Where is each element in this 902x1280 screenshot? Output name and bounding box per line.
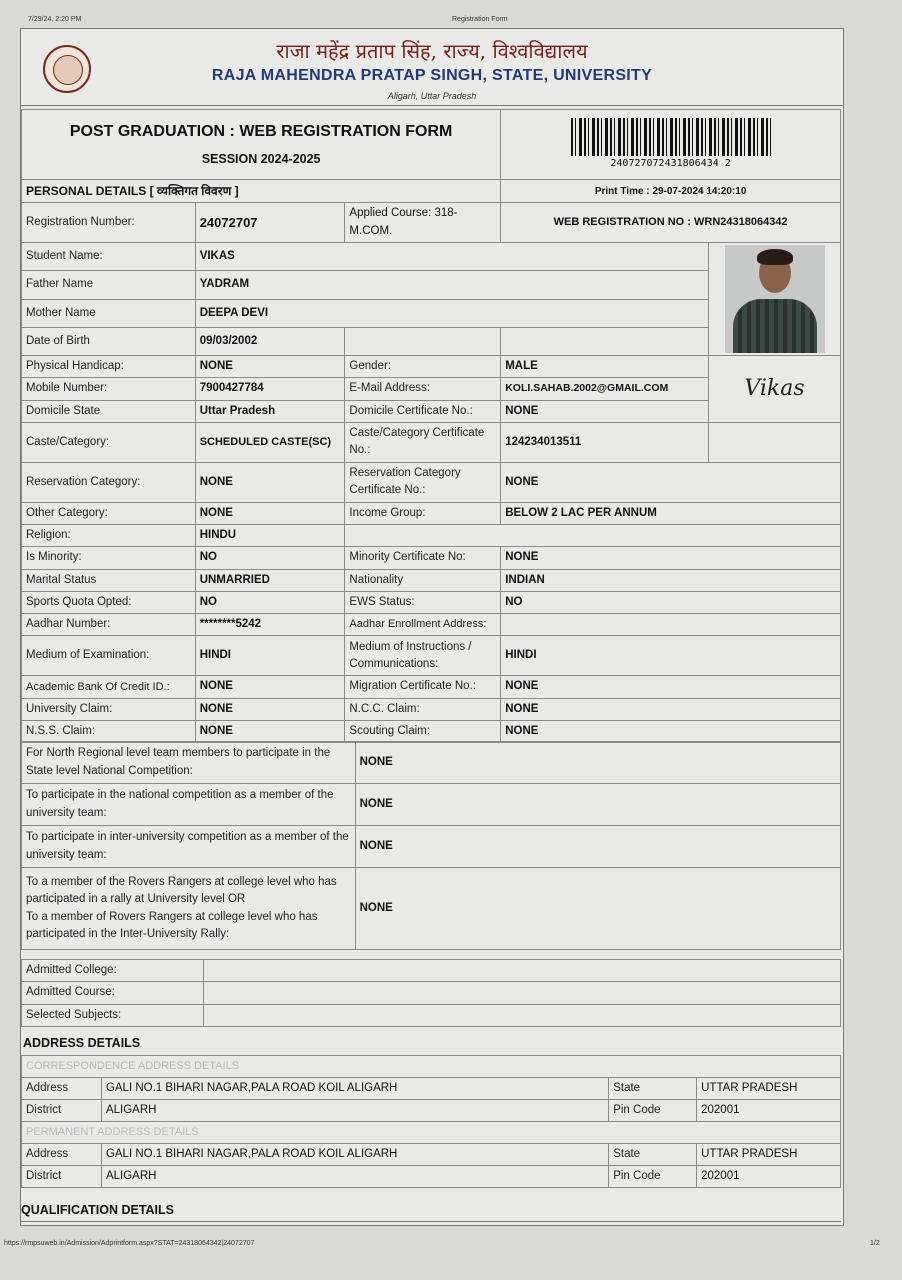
print-page-number: 1/2 [870, 1240, 880, 1247]
father-name-label: Father Name [22, 271, 196, 299]
signature-cell [709, 356, 841, 423]
print-time: Print Time : 29-07-2024 14:20:10 [501, 180, 841, 203]
marital-status-label: Marital Status [22, 569, 196, 591]
physical-handicap-label: Physical Handicap: [22, 356, 196, 378]
caste-label: Caste/Category: [22, 422, 196, 462]
reservation-label: Reservation Category: [22, 462, 196, 502]
medium-instructions-label: Medium of Instructions / Communications: [345, 636, 501, 676]
ews-status-label: EWS Status: [345, 591, 501, 613]
competition-table [21, 741, 841, 950]
nationality-value: INDIAN [501, 569, 841, 591]
photo-cell [709, 243, 841, 356]
corr-pin-value: 202001 [697, 1099, 841, 1121]
corr-state-label: State [609, 1077, 697, 1099]
student-name-value: VIKAS [195, 243, 708, 271]
minority-cert-value: NONE [501, 547, 841, 569]
domicile-cert-label: Domicile Certificate No.: [345, 400, 501, 422]
empty-cell [345, 525, 841, 547]
empty-cell [345, 327, 501, 355]
address-table [21, 1055, 841, 1188]
medium-instructions-value: HINDI [501, 636, 841, 676]
ews-status-value: NO [501, 591, 841, 613]
domicile-state-label: Domicile State [22, 400, 196, 422]
gender-label: Gender: [345, 356, 501, 378]
aadhar-label: Aadhar Number: [22, 614, 196, 636]
perm-state-label: State [609, 1143, 697, 1165]
competition-answer: NONE [355, 784, 840, 826]
competition-question: For North Regional level team members to participate in the State level National Competition: [22, 742, 356, 784]
reservation-cert-label: Reservation Category Certificate No.: [345, 462, 501, 502]
corr-pin-label: Pin Code [609, 1099, 697, 1121]
barcode-icon [571, 118, 771, 156]
ncc-claim-value: NONE [501, 698, 841, 720]
competition-question [22, 868, 356, 950]
aadhar-address-value [501, 614, 841, 636]
perm-state-value: UTTAR PRADESH [697, 1143, 841, 1165]
email-label: E-Mail Address: [345, 378, 501, 400]
competition-answer: NONE [355, 742, 840, 784]
domicile-state-value: Uttar Pradesh [195, 400, 345, 422]
university-header [21, 29, 843, 106]
empty-cell [501, 327, 709, 355]
corr-address-value: GALI NO.1 BIHARI NAGAR,PALA ROAD KOIL ALIGARH [101, 1077, 608, 1099]
correspondence-address-heading: CORRESPONDENCE ADDRESS DETAILS [22, 1056, 841, 1078]
barcode-number: 240727072431806434 2 [610, 158, 731, 169]
university-location: Aligarh, Uttar Pradesh [387, 91, 477, 101]
permanent-address-heading: PERMANENT ADDRESS DETAILS [22, 1122, 841, 1144]
perm-pin-label: Pin Code [609, 1165, 697, 1187]
competition-question: To participate in inter-university competition as a member of the university team: [22, 826, 356, 868]
ncc-claim-label: N.C.C. Claim: [345, 698, 501, 720]
reg-number-value: 24072707 [195, 203, 345, 243]
mobile-value: 7900427784 [195, 378, 345, 400]
caste-cert-label: Caste/Category Certificate No.: [345, 422, 501, 462]
mother-name-label: Mother Name [22, 299, 196, 327]
dob-label: Date of Birth [22, 327, 196, 355]
nss-claim-value: NONE [195, 720, 345, 742]
selected-subjects-label: Selected Subjects: [22, 1004, 204, 1026]
print-page-title: Registration Form [452, 16, 508, 23]
personal-details-table [21, 109, 841, 743]
email-value: KOLI.SAHAB.2002@GMAIL.COM [501, 378, 709, 400]
web-registration-number: WEB REGISTRATION NO : WRN24318064342 [501, 203, 841, 243]
rovers-question-part2: To a member of Rovers Rangers at college level who has participated in the Inter-University Rally: [26, 910, 318, 940]
nationality-label: Nationality [345, 569, 501, 591]
empty-cell [709, 422, 841, 462]
religion-value: HINDU [195, 525, 345, 547]
rovers-question-part1: To a member of the Rovers Rangers at college level who has participated in a rally at University level OR [26, 876, 337, 906]
caste-cert-value: 124234013511 [501, 422, 709, 462]
caste-value: SCHEDULED CASTE(SC) [195, 422, 345, 462]
competition-question: To participate in the national competition as a member of the university team: [22, 784, 356, 826]
abc-id-value: NONE [195, 676, 345, 698]
address-details-heading: ADDRESS DETAILS [23, 1036, 141, 1050]
competition-answer: NONE [355, 868, 840, 950]
scouting-claim-label: Scouting Claim: [345, 720, 501, 742]
personal-details-heading: PERSONAL DETAILS [ व्यक्तिगत विवरण ] [22, 180, 501, 203]
aadhar-address-label: Aadhar Enrollment Address: [345, 614, 501, 636]
university-claim-label: University Claim: [22, 698, 196, 720]
medium-exam-value: HINDI [195, 636, 345, 676]
corr-district-label: District [22, 1099, 102, 1121]
reg-number-label: Registration Number: [22, 203, 196, 243]
perm-address-value: GALI NO.1 BIHARI NAGAR,PALA ROAD KOIL ALIGARH [101, 1143, 608, 1165]
form-title-cell [22, 110, 501, 180]
father-name-value: YADRAM [195, 271, 708, 299]
sports-quota-value: NO [195, 591, 345, 613]
migration-cert-label: Migration Certificate No.: [345, 676, 501, 698]
university-name-hindi: राजा महेंद्र प्रताप सिंह, राज्य, विश्वविद्यालय [276, 39, 588, 63]
domicile-cert-value: NONE [501, 400, 709, 422]
mother-name-value: DEEPA DEVI [195, 299, 708, 327]
student-name-label: Student Name: [22, 243, 196, 271]
other-category-value: NONE [195, 502, 345, 524]
minority-cert-label: Minority Certificate No: [345, 547, 501, 569]
perm-address-label: Address [22, 1143, 102, 1165]
qualification-details-heading: QUALIFICATION DETAILS [21, 1201, 841, 1222]
perm-pin-value: 202001 [697, 1165, 841, 1187]
physical-handicap-value: NONE [195, 356, 345, 378]
admitted-college-label: Admitted College: [22, 960, 204, 982]
applied-course: Applied Course: 318-M.COM. [345, 203, 501, 243]
admission-table [21, 959, 841, 1027]
aadhar-value: ********5242 [195, 614, 345, 636]
barcode-cell [501, 110, 841, 180]
other-category-label: Other Category: [22, 502, 196, 524]
perm-district-value: ALIGARH [101, 1165, 608, 1187]
admitted-course-value [203, 982, 840, 1004]
admitted-college-value [203, 960, 840, 982]
competition-answer: NONE [355, 826, 840, 868]
mobile-label: Mobile Number: [22, 378, 196, 400]
corr-district-value: ALIGARH [101, 1099, 608, 1121]
form-session: SESSION 2024-2025 [201, 152, 321, 167]
income-group-label: Income Group: [345, 502, 501, 524]
corr-address-label: Address [22, 1077, 102, 1099]
signature-text: Vikas [744, 376, 805, 402]
university-name-english: RAJA MAHENDRA PRATAP SINGH, STATE, UNIVERSITY [211, 67, 653, 84]
scouting-claim-value: NONE [501, 720, 841, 742]
minority-value: NO [195, 547, 345, 569]
print-datetime: 7/29/24, 2:20 PM [28, 16, 82, 23]
print-url: https://rmpsuweb.in/Admission/Adprintform.aspx?STAT=24318064342|24072707 [4, 1240, 255, 1247]
income-group-value: BELOW 2 LAC PER ANNUM [501, 502, 841, 524]
reservation-cert-value: NONE [501, 462, 841, 502]
minority-label: Is Minority: [22, 547, 196, 569]
gender-value: MALE [501, 356, 709, 378]
reservation-value: NONE [195, 462, 345, 502]
dob-value: 09/03/2002 [195, 327, 345, 355]
perm-district-label: District [22, 1165, 102, 1187]
sports-quota-label: Sports Quota Opted: [22, 591, 196, 613]
marital-status-value: UNMARRIED [195, 569, 345, 591]
student-photo-icon [725, 245, 825, 353]
abc-id-label: Academic Bank Of Credit ID.: [22, 676, 196, 698]
registration-form-sheet [20, 28, 844, 1226]
corr-state-value: UTTAR PRADESH [697, 1077, 841, 1099]
signature-icon [725, 367, 825, 411]
selected-subjects-value [203, 1004, 840, 1026]
migration-cert-value: NONE [501, 676, 841, 698]
religion-label: Religion: [22, 525, 196, 547]
nss-claim-label: N.S.S. Claim: [22, 720, 196, 742]
medium-exam-label: Medium of Examination: [22, 636, 196, 676]
admitted-course-label: Admitted Course: [22, 982, 204, 1004]
form-title: POST GRADUATION : WEB REGISTRATION FORM [69, 123, 453, 141]
university-claim-value: NONE [195, 698, 345, 720]
